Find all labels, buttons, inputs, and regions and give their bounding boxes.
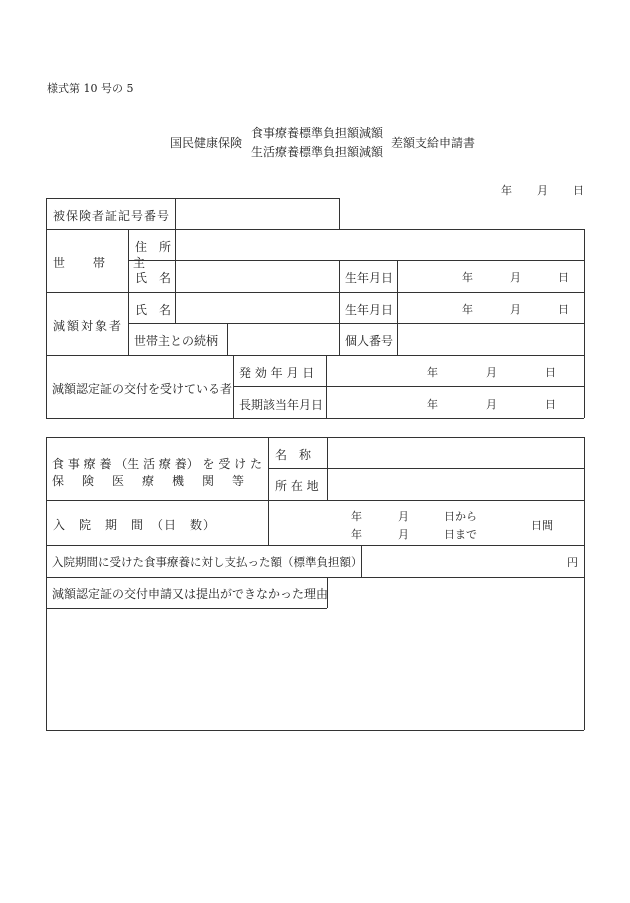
institution-label-line2: 保 険 医 療 機 関 等	[52, 474, 248, 488]
period-from-month: 月	[398, 510, 409, 523]
institution-name-field[interactable]	[328, 438, 583, 467]
date-month: 月	[537, 184, 548, 197]
insured-number-field[interactable]	[176, 199, 338, 228]
date-day: 日	[573, 184, 584, 197]
date-year: 年	[501, 184, 512, 197]
householder-birthdate-label: 生年月日	[345, 271, 394, 285]
long-term-month: 月	[486, 398, 497, 411]
relation-field[interactable]	[228, 324, 338, 354]
period-to-year: 年	[351, 528, 362, 541]
relation-label: 世帯主との続柄	[134, 334, 219, 348]
form-number: 様式第 10 号の 5	[47, 82, 134, 95]
period-from-year: 年	[351, 510, 362, 523]
effective-month: 月	[486, 366, 497, 379]
reduction-target-label: 減額対象者	[53, 319, 124, 333]
personal-number-field[interactable]	[398, 324, 583, 354]
period-from-label: 日から	[444, 510, 477, 523]
reason-label: 減額認定証の交付申請又は提出ができなかった理由	[52, 587, 329, 601]
insured-number-label: 被保険者証記号番号	[53, 209, 171, 223]
hospitalization-label: 入 院 期 間 （日 数）	[53, 518, 217, 532]
paid-amount-label: 入院期間に受けた食事療養に対し支払った額（標準負担額）	[52, 555, 363, 569]
long-term-label: 長期該当年月日	[239, 398, 324, 412]
effective-day: 日	[545, 366, 556, 379]
certificate-label: 減額認定証の交付を受けている者	[52, 382, 233, 396]
householder-birth-month: 月	[510, 271, 521, 284]
householder-birth-year: 年	[462, 271, 473, 284]
title-middle-line2: 生活療養標準負担額減額	[251, 145, 384, 159]
target-birth-year: 年	[462, 303, 473, 316]
period-to-label: 日まで	[444, 528, 477, 541]
target-birth-month: 月	[510, 303, 521, 316]
paid-amount-field[interactable]	[362, 546, 583, 576]
target-birthdate-label: 生年月日	[345, 303, 394, 317]
personal-number-label: 個人番号	[345, 334, 394, 348]
days-unit: 日間	[531, 519, 553, 532]
yen-unit: 円	[567, 556, 578, 569]
period-to-month: 月	[398, 528, 409, 541]
institution-label-line1: 食 事 療 養 （生 活 療 養） を 受 け た	[52, 457, 262, 471]
institution-address-field[interactable]	[328, 469, 583, 499]
target-name-label: 氏 名	[135, 303, 172, 317]
long-term-day: 日	[545, 398, 556, 411]
title-right: 差額支給申請書	[391, 136, 476, 150]
reason-field[interactable]	[47, 609, 583, 729]
householder-name-label: 氏 名	[135, 271, 172, 285]
target-birth-day: 日	[558, 303, 569, 316]
effective-year: 年	[427, 366, 438, 379]
householder-label: 世 帯 主	[53, 256, 154, 270]
institution-name-label: 名 称	[275, 448, 312, 462]
effective-date-label: 発 効 年 月 日	[239, 366, 315, 380]
long-term-year: 年	[427, 398, 438, 411]
householder-address-field[interactable]	[176, 230, 583, 259]
householder-birth-day: 日	[558, 271, 569, 284]
target-name-field[interactable]	[176, 293, 338, 322]
title-middle-line1: 食事療養標準負担額減額	[251, 126, 384, 140]
institution-address-label: 所 在 地	[275, 479, 319, 493]
title-left: 国民健康保険	[170, 136, 243, 150]
householder-name-field[interactable]	[176, 261, 338, 291]
householder-address-label: 住 所	[135, 240, 172, 254]
